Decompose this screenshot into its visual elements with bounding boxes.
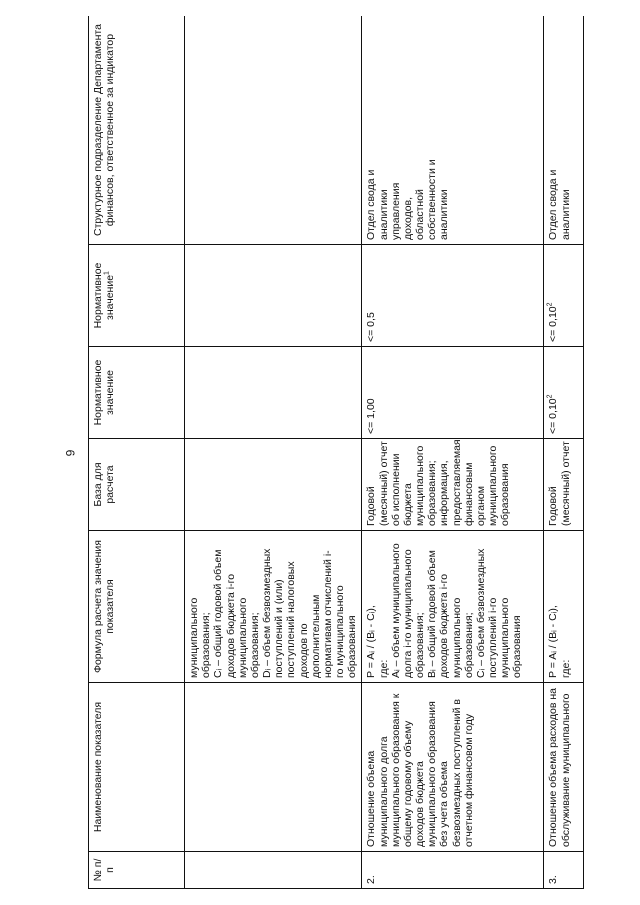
header-normative-value: Нормативное значение (89, 347, 185, 439)
cell-line: Отдел свода и (547, 169, 560, 240)
cell-calculation-base (185, 439, 362, 531)
cell-line: органом (474, 486, 487, 526)
cell-line: управления (389, 182, 402, 240)
cell-line: об исполнении (389, 453, 402, 526)
cell-normative-value-2: <= 0,5 (362, 245, 544, 347)
cell-line: муниципального (236, 597, 249, 678)
page-number: 6 (63, 449, 77, 457)
cell-line: Cᵢ – общий годовой объем (212, 549, 225, 678)
cell-formula (185, 531, 362, 683)
cell-line: образования (346, 615, 359, 678)
cell-normative-value (185, 347, 362, 439)
cell-line: доходов бюджета i-го (224, 573, 237, 678)
cell-line: где: (559, 659, 572, 678)
cell-line: безвозмездных поступлений в (450, 699, 463, 847)
cell-line: без учета объема (438, 761, 451, 847)
cell-line: доходов по (297, 623, 310, 678)
cell-line: муниципального образования к (389, 693, 402, 847)
cell-line: где: (377, 659, 390, 678)
cell-line: муниципального долга (377, 736, 390, 847)
table-row-2 (362, 16, 544, 889)
header-calculation-base: База для расчета (89, 439, 185, 531)
table-row-continuation (185, 16, 362, 889)
cell-line: общему годовому объему (401, 720, 414, 847)
cell-line: Bᵢ – общий годовой объем (426, 550, 439, 678)
indicators-table (88, 16, 584, 889)
cell-number (185, 852, 362, 889)
cell-line: собственности и (426, 159, 439, 240)
cell-line: доходов, (401, 196, 414, 240)
cell-line: обслуживание муниципального (559, 693, 572, 847)
cell-line: (месячный) отчет (377, 441, 390, 526)
cell-line: финансовым (462, 462, 475, 526)
cell-line: муниципального (414, 445, 427, 526)
cell-line: бюджета (401, 483, 414, 526)
cell-line: аналитики (377, 189, 390, 240)
cell-line: образования (499, 463, 512, 526)
header-number: № п/п (89, 852, 185, 889)
cell-normative-value-2 (544, 245, 584, 347)
cell-number: 3. (544, 852, 584, 889)
header-formula: Формула расчета значения показателя (89, 531, 185, 683)
cell-number: 2. (362, 852, 544, 889)
cell-normative-value-2 (185, 245, 362, 347)
cell-line: Годовой (365, 486, 378, 526)
cell-indicator-name (362, 683, 544, 852)
cell-line: поступлений налоговых (285, 561, 298, 678)
normative-value-text: <= 0,10 (547, 398, 560, 434)
header-normative-value-footnoted (89, 245, 185, 347)
cell-line: Годовой (547, 486, 560, 526)
cell-line: дополнительным (309, 594, 322, 678)
cell-line: долга i-го муниципального (401, 549, 414, 678)
cell-line: образования; (462, 612, 475, 678)
cell-line: Отдел свода и (365, 169, 378, 240)
header-normative-text: Нормативное значение (92, 262, 117, 329)
cell-line: нормативам отчислений i- (321, 550, 334, 678)
normative-value-text: <= 0,10 (547, 306, 560, 342)
cell-indicator-name (544, 683, 584, 852)
cell-formula (544, 531, 584, 683)
cell-line: поступлений i-го (487, 597, 500, 678)
cell-line: аналитики (559, 189, 572, 240)
cell-normative-value (544, 347, 584, 439)
cell-line: муниципального (188, 597, 200, 678)
cell-line: (месячный) отчет (559, 441, 572, 526)
cell-line: доходов бюджета (414, 761, 427, 847)
header-indicator-name: Наименование показателя (89, 683, 185, 852)
cell-line: предоставляемая (450, 439, 463, 526)
cell-line: образования; (200, 612, 213, 678)
cell-line: образования; (414, 612, 427, 678)
cell-line: Dᵢ – объем безвозмездных (261, 548, 274, 678)
footnote-mark: 1 (103, 271, 111, 275)
footnote-mark: 2 (546, 302, 554, 307)
cell-line: областной (414, 189, 427, 240)
table-row-3 (544, 16, 584, 889)
cell-line: Отношение объема (365, 750, 378, 847)
cell-line: поступлений и (или) (273, 579, 286, 678)
table-wrapper (88, 16, 619, 889)
cell-line: муниципального (499, 597, 512, 678)
cell-responsible-department (544, 16, 584, 245)
rotated-page-area (88, 16, 619, 889)
cell-line: муниципального (450, 597, 463, 678)
footnote-mark: 2 (546, 394, 554, 399)
cell-line: аналитики (438, 189, 451, 240)
cell-line: образования; (426, 460, 439, 526)
cell-indicator-name (185, 683, 362, 852)
header-responsible-department: Структурное подразделение Департамента финансов, ответственное за индикатор (89, 16, 185, 245)
cell-line: муниципального (487, 445, 500, 526)
cell-line: Cᵢ – объем безвозмездных (474, 548, 487, 678)
cell-normative-value: <= 1,00 (362, 347, 544, 439)
cell-responsible-department (362, 16, 544, 245)
cell-calculation-base (362, 439, 544, 531)
cell-line: го муниципального (334, 585, 347, 678)
cell-line: образования (511, 615, 524, 678)
cell-calculation-base (544, 439, 584, 531)
cell-formula (362, 531, 544, 683)
cell-line: P = Aᵢ / (Bᵢ - Cᵢ), (365, 605, 378, 678)
cell-line: P = Aᵢ / (Bᵢ - Cᵢ), (547, 605, 560, 678)
cell-line: муниципального образования (426, 701, 439, 847)
cell-line: доходов бюджета i-го (438, 573, 451, 678)
cell-line: Aᵢ – объем муниципального (389, 543, 402, 678)
table-header-row (89, 16, 185, 889)
cell-line: образования; (248, 612, 261, 678)
cell-line: отчетном финансовом году (462, 713, 475, 847)
cell-line: Отношение объема расходов на (547, 688, 560, 847)
cell-responsible-department (185, 16, 362, 245)
cell-line: информация, (438, 460, 451, 526)
